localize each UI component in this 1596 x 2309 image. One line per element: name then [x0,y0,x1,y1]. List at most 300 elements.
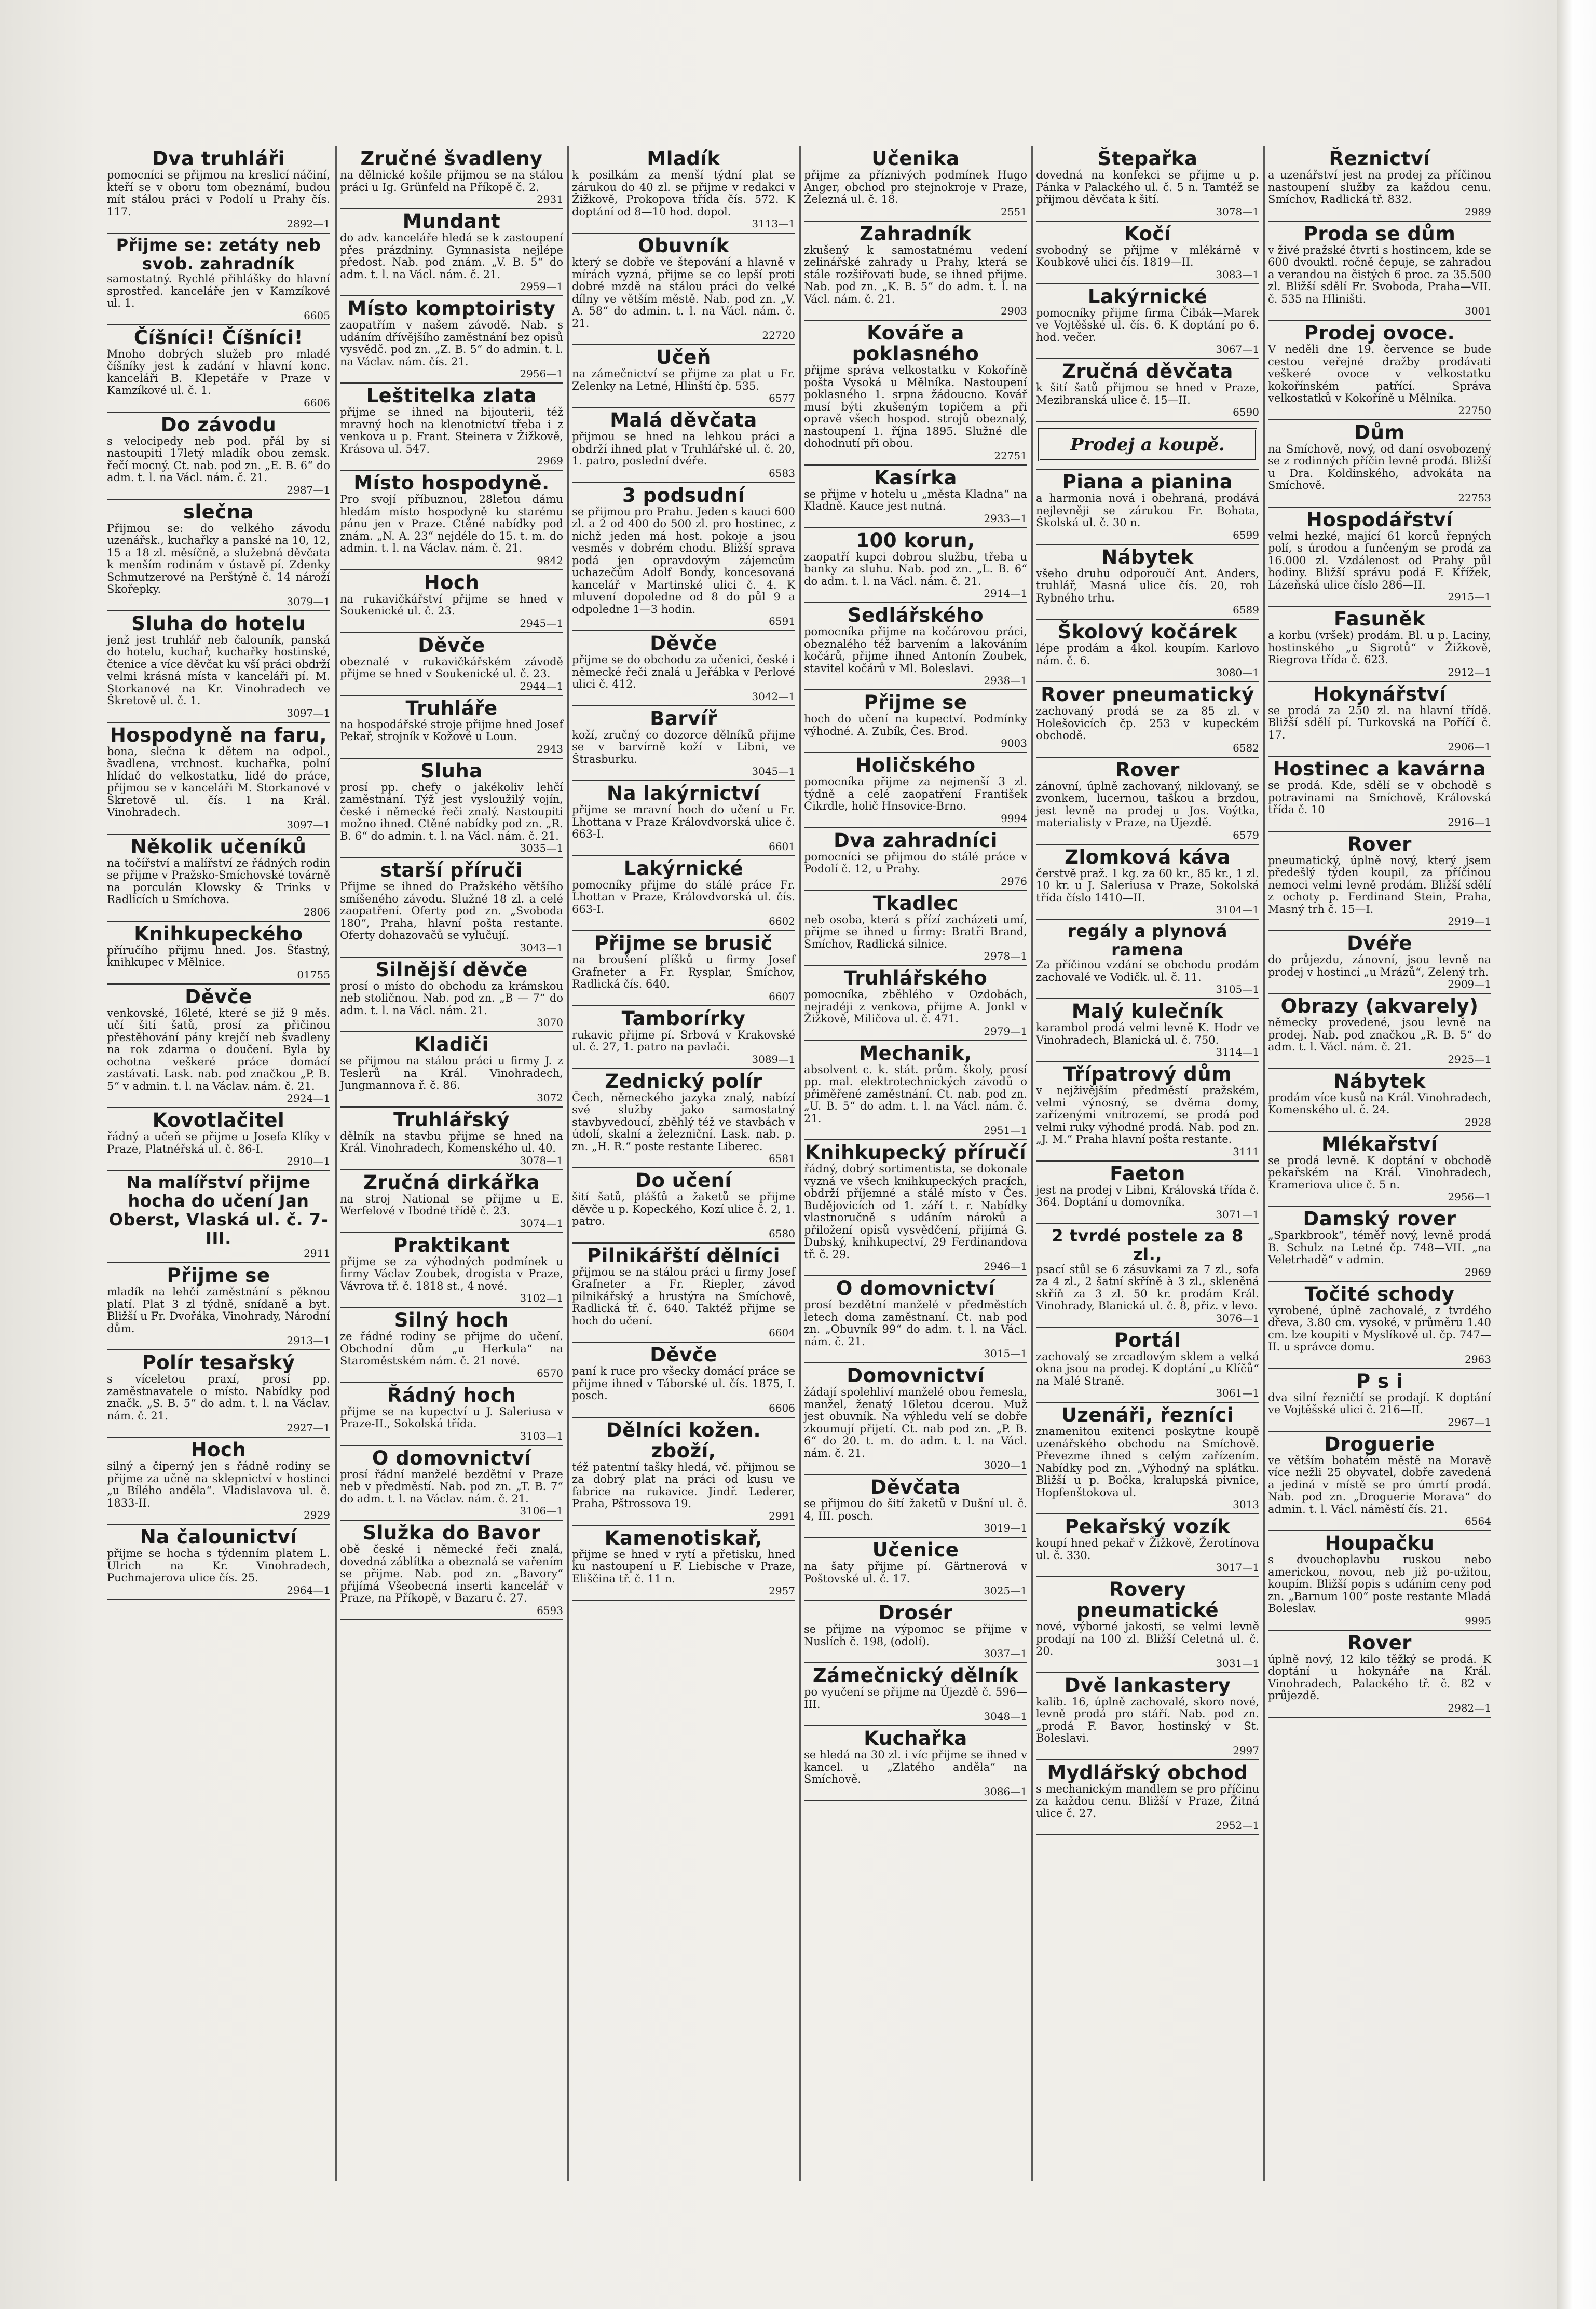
classified-ad [340,759,563,858]
ad-body: všeho druhu odporoučí Ant. Anders, truhlář, Masná ulice čís. 20, roh Rybného trhu. [1036,567,1259,604]
ad-heading: Uzenáři, řezníci [1061,1404,1234,1426]
ad-heading: Rover [1115,758,1180,781]
ad-reference-number: 3103—1 [520,1429,563,1442]
ad-heading: Kasírka [874,466,957,489]
ad-body: Mnoho dobrých služeb pro mladé číšníky jest k zadání v hlavní konc. kanceláři B. Klepetáře v Praze v Kamzíkové ul. č. 1. [107,347,330,397]
classified-ad [1036,1673,1259,1760]
ad-reference-number: 2909—1 [1448,978,1491,990]
classified-ad [1268,420,1491,508]
classified-ad [1036,146,1259,222]
ad-heading: Faeton [1110,1162,1185,1185]
ad-heading: Do závodu [160,413,277,436]
classified-ad [572,1069,795,1169]
ad-body: pomocníky přijme do stálé práce Fr. Lhottan v Praze, Královdvorská ul. čís. 663-I. [572,878,795,916]
classified-ad [572,631,795,706]
ad-heading: Truhlářský [393,1108,510,1131]
ad-body: řádný, dobrý sortimentista, se dokonale vyzná ve všech knihkupeckých pracích, obdrží příjemné a stálé místo v Čes. Budějovicích od 1. září t. r. Nabídky vlastnoručně s udáním nároků a přiložení opisů vysvědčení, přijímá G. Dubský, knihkupectví, 29 Ferdinandova tř. č. 29. [804,1163,1027,1261]
ad-body: na točířství a malířství ze řádných rodin se přijme v Pražsko-Smíchovské továrně na porculán Klowsky & Trinks v Radlicích u Smíchova. [107,856,331,906]
ad-heading: Dva truhláři [152,147,285,170]
ad-reference-number: 6581 [769,1152,795,1165]
ad-body: šití šatů, plášťů a žaketů se přijme děvče u p. Kopeckého, Kozí ulice č. 2, 1. patro. [572,1191,795,1227]
ad-body: zachovaný prodá se za 85 zl. v Holešovicích čp. 253 v kupeckém obchodě. [1036,705,1259,742]
classified-ad [572,1526,795,1601]
ad-heading: Truhláře [405,696,498,719]
ad-reference-number: 3076—1 [1216,1311,1259,1324]
classified-ad [1268,994,1491,1069]
ad-reference-number: 2967—1 [1448,1415,1491,1428]
ad-heading: Droguerie [1324,1432,1435,1455]
ad-reference-number: 6607 [769,990,795,1003]
ad-body: Za příčinou vzdání se obchodu prodám zachovalé ve Vodičk. ul. č. 11. [1036,959,1259,983]
classified-ad [1036,1328,1259,1403]
ad-reference-number: 2945—1 [520,617,563,630]
ad-body: zaopatří kupci dobrou službu, třeba u banky za sluhu. Nab. pod zn. „L. B. 6“ do adm. t. l. na Václ. nám. č. 21. [804,550,1027,588]
ad-heading: Mydlářský obchod [1047,1761,1248,1784]
classified-ad [572,483,795,632]
ad-heading: Děvčata [870,1476,961,1498]
ad-heading: Děvče [650,632,717,654]
ad-heading: Silný hoch [394,1309,509,1331]
ad-body: obeznalé v rukavičkářském závodě přijme se hned v Soukenické ul. č. 23. [340,655,563,680]
ad-heading: Holičského [855,754,976,776]
ad-reference-number: 22753 [1458,491,1491,504]
ad-body: též patentní tašky hledá, vč. přijmou se za dobrý plat na práci od kusu ve fabrice na rukavice. Jindř. Lederer, Praha, Pštrossova 19. [572,1460,795,1510]
ad-heading: Pilnikářští dělníci [586,1244,780,1267]
classified-ad [804,828,1027,891]
ad-body: zachovalý se zrcadlovým sklem a velká okna jsou na prodej. K doptání „u Klíčů“ na Malé Straně. [1036,1350,1259,1387]
ad-reference-number: 2914—1 [984,587,1027,599]
classified-ad [804,1538,1027,1601]
ad-reference-number: 3045—1 [752,765,795,777]
ad-reference-number: 6583 [769,467,795,480]
ad-body: neb osoba, která s přízí zacházeti umí, přijme se ihned u firmy: Bratři Brand, Smíchov, Radlická silnice. [804,913,1027,950]
ad-heading: Zručná dirkářka [363,1171,540,1194]
ad-heading: Zámečnický dělník [812,1664,1019,1687]
classified-ad [107,611,330,723]
classified-ad [1268,1531,1491,1631]
classified-ad [804,690,1027,753]
ad-body: kalib. 16, úplně zachovalé, skoro nové, levně prodá pro stáří. Nab. pod zn. „prodá F. Bavor, hostinský v St. Boleslavi. [1036,1695,1259,1744]
ad-reference-number: 2903 [1001,305,1027,317]
classified-ad [1036,1403,1259,1514]
ad-heading: Na lakýrnictví [607,782,760,804]
ad-reference-number: 3097—1 [287,818,330,831]
ad-reference-number: 2806 [304,905,330,918]
ad-heading: Knihkupeckého [134,922,303,945]
ad-reference-number: 2959—1 [520,280,563,293]
ad-reference-number: 2957 [769,1584,795,1597]
ad-body: dva silní řezničtí se prodají. K doptání ve Vojtěšské ulici č. 216—II. [1268,1391,1491,1416]
ad-heading: Silnější děvče [375,958,528,981]
ad-reference-number: 2927—1 [287,1422,330,1434]
ad-heading: Kladiči [414,1033,489,1056]
classified-ad [107,1171,330,1263]
classified-ad [1268,146,1491,222]
ad-heading: Praktikant [393,1234,510,1256]
ad-reference-number: 6599 [1233,528,1259,541]
ad-heading: Hospodyně na faru, [110,723,328,746]
ad-reference-number: 2933—1 [984,512,1027,525]
ad-heading: Číšníci! Číšníci! [133,326,304,349]
ad-heading: Rovery pneumatické [1076,1578,1219,1621]
classified-ad [572,856,795,932]
classified-ad [107,325,330,413]
ad-body: se prodá. Kde, sdělí se v obchodě s potravinami na Smíchově, Královská třída č. 10 [1268,779,1491,816]
ad-body: pneumatický, úplně nový, který jsem předešlý týden koupil, za příčinou nemoci velmi levně prodám. Bližší sdělí z ochoty p. Ferdinand Stein, Praha, Masný trh č. 15—I. [1268,854,1491,916]
ad-body: žádají spolehliví manželé obou řemesla, manžel, ženatý 16letou dcerou. Muž jest obuvník. Na výhledu velí se dobře zkoumují přijetí. Ct. nab pod zn. „P. B. 6“ do 20. t. m. do adm. t. l. na Václ. nám. č. 21. [804,1386,1027,1459]
ad-heading: Damský rover [1303,1208,1456,1230]
ad-body: se prodá za 250 zl. na hlavní třídě. Bližší sdělí pí. Turkovská na Poříčí č. 17. [1268,704,1491,741]
ad-heading: P s i [1356,1370,1403,1392]
ad-heading: Děvče [650,1344,717,1366]
ad-body: pomocníka, zběhlého v Ozdobách, nejradéji z venkova, přijme A. Jonkl v Žižkově, Miličova ul. č. 471. [804,988,1027,1025]
classified-ad [804,603,1027,690]
ad-reference-number: 2915—1 [1448,591,1491,603]
ad-heading: Učenika [871,147,960,170]
ad-heading: Sedlářského [847,604,984,626]
ad-heading: Učeň [656,346,711,368]
ad-body: Pro svojí příbuznou, 28letou dámu hledám místo hospodyně ku starému pánu jen v Praze. Ctěné nabídky pod znám. „N. A. 23“ nejdéle do 15. t. m. do admin. t. l. na Václav. nám. č. 21. [340,493,563,554]
ad-heading: Děvče [185,985,252,1008]
ad-heading: Zručné švadleny [360,147,543,170]
ad-body: koží, zručný co dozorce dělníků přijme se v barvírně koží v Libni, ve Štrasburku. [572,728,795,766]
ad-reference-number: 2928 [1465,1115,1491,1128]
classified-ad [107,1350,330,1438]
classified-ad [572,1168,795,1244]
ad-reference-number: 3031—1 [1216,1657,1259,1670]
ad-reference-number: 3067—1 [1216,343,1259,356]
classified-ad [804,1726,1027,1801]
ad-heading: Domovnictví [847,1364,985,1387]
classified-ad [1268,832,1491,932]
ad-body: a korbu (vršek) prodám. Bl. u p. Laciny, hostinského „u Sigrotů“ v Žižkově, Riegrova třída č. 623. [1268,629,1491,666]
classified-ad [572,345,795,408]
ad-heading: Mlékařství [1321,1132,1438,1155]
ad-body: s velocipedy neb pod. přál by si nastoupiti 17letý mladík obou zemsk. řečí mocný. Ct. nab. pod zn. „E. B. 6“ do adm. t. l. na Václ. nám. č. 21. [107,434,330,484]
ad-reference-number: 9995 [1465,1614,1491,1627]
ad-reference-number: 2987—1 [287,483,330,496]
ad-body: přijme se hocha s týdenním platem L. Ulrich na Kr. Vinohradech, Puchmajerova ulice čís. 25. [107,1547,330,1584]
ad-heading: Prodej ovoce. [1304,322,1455,344]
ad-heading: Zlomková káva [1065,845,1231,868]
classified-ad [1036,545,1259,620]
ad-reference-number: 2913—1 [287,1334,330,1347]
ad-body: jenž jest truhlář neb čalouník, panská do hotelu, kuchař, kuchařky hostinské, čtenice a více děvčat ku vší práci obdrží velmi krásná místa v kanceláři pí. M. Storkanové na Kr. Vinohradech ve Škretově ul. č. 1. [107,633,330,707]
classified-ad [1268,931,1491,994]
ad-heading: Kovotlačitel [152,1109,285,1131]
ad-reference-number: 6602 [769,915,795,927]
ad-reference-number: 2892—1 [287,217,330,230]
ad-heading: O domovnictví [836,1277,995,1300]
classified-ad [804,466,1027,528]
classified-ad [1268,757,1491,832]
classified-ad [340,471,563,570]
ad-body: přijmou se hned na lehkou práci a obdrží ihned plat v Truhlářské ul. č. 20, 1. patro, poslední dvéře. [572,430,795,467]
classified-ad [340,696,563,759]
ad-reference-number: 6606 [769,1401,795,1414]
ad-reference-number: 3042—1 [752,690,795,703]
ad-heading: Hoch [424,571,480,594]
ad-reference-number: 2931 [537,193,563,206]
ad-reference-number: 22750 [1458,404,1491,417]
classified-ad [340,1308,563,1383]
ad-heading: Točité schody [1304,1282,1455,1305]
ad-reference-number: 2952—1 [1216,1819,1259,1832]
ad-heading: Lakýrnické [1087,285,1208,308]
classified-ad [340,858,563,958]
section-heading-box: Prodej a koupě. [1038,428,1257,461]
classified-ad [1036,758,1259,845]
ad-heading: Mladík [647,147,720,170]
ad-heading: Přijme se [167,1264,270,1287]
ad-reference-number: 6577 [769,392,795,404]
ad-reference-number: 01755 [297,968,330,981]
ad-body: v nejživějším předměstí pražském, velmi výnosný, se dvěma domy, zařízenými vnitrozemí, se prodá pod velmi ruky výhodné prodá. Nab. pod zn. „J. M.“ Praha hlavní pošta restante. [1036,1084,1259,1145]
ad-reference-number: 3020—1 [984,1459,1027,1471]
ad-heading: 100 korun, [856,529,975,552]
classified-ad [340,1446,563,1521]
ad-heading: Rover [1347,832,1412,855]
column-1 [104,146,333,2181]
ad-reference-number: 6582 [1233,741,1259,754]
ad-heading: Polír tesařský [142,1351,295,1374]
ad-heading: starší příruči [380,859,523,881]
ad-reference-number: 3070 [537,1016,563,1029]
ad-heading: Hospodářství [1306,508,1453,531]
ad-body: se přijme v hotelu u „města Kladna“ na Kladně. Kauce jest nutná. [804,487,1027,512]
ad-reference-number: 9994 [1001,812,1027,825]
ad-reference-number: 2919—1 [1448,915,1491,927]
ad-reference-number: 3048—1 [984,1710,1027,1723]
ad-body: dělník na stavbu přijme se hned na Král. Vinohradech, Komenského ul. 40. [340,1129,563,1154]
ad-reference-number: 2929 [304,1509,330,1521]
ad-heading: Tkadlec [872,892,959,914]
ad-heading: Třípatrový dům [1063,1063,1232,1085]
ad-reference-number: 3015—1 [984,1347,1027,1360]
ad-reference-number: 2979—1 [984,1024,1027,1037]
ad-body: na zámečnictví se přijme za plat u Fr. Zelenky na Letné, Hlinští čp. 535. [572,367,795,392]
classified-ad [340,1233,563,1308]
ad-body: na šaty přijme pí. Gärtnerová v Poštovské ul. č. 17. [804,1560,1027,1585]
ad-reference-number: 2943 [537,742,563,755]
classified-ad [804,1041,1027,1141]
ad-body: se přijmou na stálou práci u firmy J. z Teslerů na Král. Vinohradech, Jungmannova ř. č. 86. [340,1055,563,1091]
classified-ad [340,296,563,384]
ad-body: venkovské, 16leté, které se již 9 měs. učí šití šatů, prosí za přičinou přestěhování pány krejčí neb švadleny na rok zdarma o doučení. Byla by ochotna veškeré práce domácí zastávati. Lask. nab. pod značkou „P. B. 5“ v admin. t. l. na Václav. nám. č. 21. [107,1006,330,1092]
ad-body: čerstvě praž. 1 kg. za 60 kr., 85 kr., 1 zl. 10 kr. u J. Saleriusa v Praze, Sokolská třída číslo 1410—II. [1036,867,1259,904]
ad-heading: Řeznictví [1329,147,1430,170]
ad-heading: Štepařka [1097,147,1198,170]
ad-reference-number: 6589 [1233,604,1259,616]
classified-ad [572,408,795,483]
classified-ad [107,500,330,611]
classified-ad [1036,1514,1259,1577]
ad-heading: Dvéře [1347,932,1412,954]
ad-heading: Hokynářství [1313,682,1447,705]
ad-body: a uzenářství jest na prodej za příčinou nastoupení služby za každou cenu. Smíchov, Radlická tř. 832. [1268,169,1491,206]
ad-heading: Dvě lankastery [1064,1674,1231,1697]
classified-ad [1036,682,1259,758]
ad-reference-number: 2963 [1465,1352,1491,1365]
classified-ad [1036,1224,1259,1328]
ad-body: svobodný se přijme v mlékárně v Koubkově ulici čís. 1819—II. [1036,243,1259,268]
ad-heading: 3 podsudní [622,484,745,507]
classified-ad [572,1244,795,1343]
ad-heading: Děvče [418,634,485,657]
ad-body: V neděli dne 19. července se bude cestou veřejné dražby prodávati veškeré ovoce v velkostatku kokořínském patřící. Správa velkostatků v Kokoříně u Mělníka. [1268,343,1491,404]
classified-ad [572,1418,795,1526]
ad-body: prosí řádní manželé bezdětní v Praze neb v předměstí. Nab. pod zn. „T. B. 7“ do adm. t. l. na Václav. nám. č. 21. [340,1468,563,1505]
ad-heading: Učenice [872,1539,959,1561]
classified-ad [1036,999,1259,1062]
ad-body: přijme se do obchodu za učenici, české i německé řeči znalá u Jeřábka v Perlové ulici č. 412. [572,653,795,690]
ad-heading: Přijme se brusič [594,932,773,954]
classified-ad [107,985,330,1109]
ad-reference-number: 2925—1 [1448,1053,1491,1065]
ad-heading: Nábytek [1333,1070,1426,1092]
ad-body: pomocníky přijme firma Čibák—Marek ve Vojtěšské ul. čís. 6. K doptání po 6. hod. večer. [1036,306,1259,344]
classified-ad [1268,607,1491,682]
ad-body: řádný a učeň se přijme u Josefa Klíky v Praze, Platnéřská ul. č. 86-I. [107,1130,330,1155]
ad-reference-number: 3114—1 [1216,1046,1259,1058]
classified-ad [1268,1631,1491,1718]
ad-body: mladík na lehčí zaměstnání s pěknou platí. Plat 3 zl týdně, snídaně a byt. Bližší u Fr. Dvořáka, Vinohrady, Národní dům. [107,1286,330,1335]
ad-body: dovedná na konfekci se přijme u p. Pánka v Palackého ul. č. 5 n. Tamtéž se přijmou děvčata k šití. [1036,169,1259,206]
ad-body: k šití šatů přijmou se hned v Praze, Mezibranská ulice č. 15—II. [1036,381,1259,406]
classified-ad [1036,284,1259,360]
classified-ad [340,209,563,296]
classified-ad [1036,1577,1259,1673]
ad-body: lépe prodám a 4kol. koupím. Karlovo nám. č. 6. [1036,642,1259,667]
ad-reference-number: 6601 [769,840,795,853]
ad-body: prosí o místo do obchodu za krámskou neb stoličnou. Nab. pod zn. „B — 7“ do adm. t. l. na Václ. nám. 21. [340,979,563,1017]
ad-reference-number: 6604 [769,1327,795,1339]
ad-body: s mechanickým mandlem se pro příčinu za každou cenu. Bližší v Praze, Žitná ulice č. 27. [1036,1782,1259,1820]
classified-ad [804,222,1027,321]
ad-heading: 2 tvrdé postele za 8 zl., [1052,1225,1244,1264]
ad-body: se hledá na 30 zl. i víc přijme se ihned v kancel. u „Zlatého anděla“ na Smíchově. [804,1748,1027,1785]
ad-body: s víceletou praxí, prosí pp. zaměstnavatele o místo. Nabídky pod značk. „S. B. 5“ do adm. t. l. na Václav. nám. č. 21. [107,1373,330,1422]
ad-body: příručího přijmu hned. Jos. Šťastný, knihkupec v Mělnice. [107,944,330,968]
classified-ad [572,1006,795,1069]
ad-reference-number: 3043—1 [520,941,563,954]
ad-heading: Dům [1354,421,1405,444]
classified-ad [804,321,1027,466]
ad-heading: Zahradník [860,222,972,245]
ad-body: rukavic přijme pí. Srbová v Krakovské ul. č. 27, 1. patro na pavlači. [572,1028,795,1053]
ad-heading: Kuchařka [864,1727,967,1750]
classified-ad [804,1601,1027,1663]
ad-reference-number: 3086—1 [984,1785,1027,1798]
ad-heading: Dělníci kožen. zboží, [606,1418,761,1462]
ad-reference-number: 3078—1 [520,1154,563,1167]
classified-ad [340,633,563,696]
classified-ad [1268,1069,1491,1132]
ad-heading: Kamenotiskař, [604,1526,763,1549]
ad-body: do adv. kanceláře hledá se k zastoupení přes prázdniny. Gymnasista nejlépe předost. Nab. pod znám. „V. B. 5“ do adm. t. l. na Václ. nám. č. 21. [340,231,563,281]
ad-body: přijme za příznivých podmínek Hugo Anger, obchod pro stejnokroje v Praze, Železná ul. č. 18. [804,169,1027,206]
ad-heading: Hostinec a kavárna [1273,758,1486,780]
ad-body: Čech, německého jazyka znalý, nabízí své služby jako samostatný stavbyvedoucí, zběhlý též ve stavbách v údolí, skalní a železniční. Lask. nab. p. zn. „H. R.“ poste restante Liberec. [572,1091,795,1153]
ad-reference-number: 2551 [1001,205,1027,218]
classified-ad [340,1521,563,1620]
ad-body: psací stůl se 6 zásuvkami za 7 zl., sofa za 4 zl., 2 šatní skříně à 3 zl., skleněná skříň za 3 zl. 50 kr. prodám Král. Vinohrady, Blanická ul. č. 8, přiz. v levo. [1036,1263,1259,1312]
classified-ad [1268,508,1491,607]
ad-reference-number: 6591 [769,615,795,627]
ad-reference-number: 2944—1 [520,679,563,692]
ad-body: přijme se mravní hoch do učení u Fr. Lhottana v Praze Královdvorská ulice č. 663-I. [572,803,795,840]
ad-reference-number: 2910—1 [287,1155,330,1167]
classified-ad [107,1438,330,1525]
ad-body: nové, výborné jakosti, se velmi levně prodají na 100 zl. Bližší Celetná ul. č. 20. [1036,1620,1259,1657]
ad-reference-number: 2951—1 [984,1124,1027,1137]
ad-heading: Kočí [1124,222,1171,245]
classified-ad [1036,1760,1259,1836]
ad-heading: Lakýrnické [623,857,744,880]
ad-reference-number: 2956—1 [1448,1191,1491,1203]
ad-reference-number: 6570 [537,1367,563,1379]
classified-ad [1036,620,1259,682]
ad-reference-number: 3105—1 [1216,983,1259,995]
classified-ad [107,922,330,985]
ad-reference-number: 3080—1 [1216,666,1259,679]
ad-body: paní k ruce pro všecky domácí práce se přijme ihned v Táborské ul. čís. 1875, I. posch. [572,1365,795,1402]
column-6 [1265,146,1494,2181]
classified-ad [1268,222,1491,321]
ad-reference-number: 2982—1 [1448,1701,1491,1714]
ad-body: úplně nový, 12 kilo těžký se prodá. K doptání u hokynáře na Král. Vinohradech, Palackého tř. č. 82 v průjezdě. [1268,1652,1491,1702]
ad-body: přijme se za výhodných podmínek u firmy Václav Zoubek, drogista v Praze, Vávrova tř. č. 1818 st., 4 nové. [340,1255,563,1292]
ad-body: pomocníci se přijmou do stálé práce v Podolí č. 12, u Prahy. [804,850,1027,875]
ad-reference-number: 6564 [1465,1515,1491,1527]
ad-heading: Na čalounictví [140,1526,297,1548]
ad-reference-number: 2989 [1465,205,1491,218]
classified-ad [1036,1062,1259,1162]
classified-ad [107,835,330,922]
ad-body: na Smíchově, nový, od daní osvobozený se z rodinných příčin levně prodá. Bližší u Dra. Koldinského, advokáta na Smíchově. [1268,442,1491,491]
ad-heading: Tamborírky [621,1007,746,1030]
classified-ad [804,966,1027,1041]
ad-body: pomocníka přijme na kočárovou práci, obeznalého též barvením a lakováním kočárů, přijme ihned Antonín Zoubek, stavitel kočárů v Ml. Boleslavi. [804,625,1027,675]
ad-heading: Piana a pianina [1062,471,1233,493]
ad-reference-number: 3071—1 [1216,1208,1259,1221]
ad-body: jest na prodej v Libni, Královská třída č. 364. Doptání u domovníka. [1036,1183,1259,1208]
column-4 [801,146,1030,2181]
ad-body: silný a čiperný jen s řádně rodiny se přijme za učně na sklepnictví v hostinci „u Bílého anděla“. Vladislavova ul. č. 1833-II. [107,1460,330,1509]
classified-ad [340,570,563,633]
ad-heading: O domovnictví [372,1446,531,1469]
ad-body: na broušení plíšků u firmy Josef Grafneter a Fr. Rysplar, Smíchov, Radlická čís. 640. [572,953,795,990]
ad-body: Přijme se ihned do Pražského většího smíšeného závodu. Služné 18 zl. a celé zaopatření. Oferty pod zn. „Svoboda 180“, Praha, hlavní pošta restante. Oferty dohazovačů se vylučují. [340,880,563,941]
ad-body: se prodá levně. K doptání v obchodě pekařském na Král. Vinohradech, Krameriova ulice č. 5 n. [1268,1154,1491,1191]
ad-body: na hospodářské stroje přijme hned Josef Pekař, strojník v Kožové u Loun. [340,718,563,743]
column-3 [569,146,798,2181]
ad-heading: Portál [1114,1329,1181,1351]
classified-ad [1036,845,1259,920]
ad-body: zkušený k samostatnému vedení zelinářské zahrady u Prahy, která se stále rozšiřovati bude, se ihned přijme. Nab. pod zn. „K. B. 5“ do adm. t. l. na Václ. nám. č. 21. [804,243,1027,305]
ad-reference-number: 2976 [1001,875,1027,887]
classified-ad [1036,222,1259,284]
ad-body: pomocníci se přijmou na kreslicí náčiní, kteří se v oboru tom obeznámí, budou mít stálou práci v Podolí u Prahy čís. 117. [107,169,330,218]
classified-ad [107,723,330,835]
ad-reference-number: 3083—1 [1216,268,1259,281]
column-2 [337,146,566,2181]
classified-ad [572,234,795,345]
ad-reference-number: 6605 [304,309,330,322]
ad-body: ve větším bohatém městě na Moravě více nežli 25 obyvatel, dobře zavedená a jediná v místě se pro úmrtí prodá. Nab. pod zn. „Droguerie Morava“ do admin. t. l. Václ. náměstí čís. 21. [1268,1454,1491,1515]
ad-body: přijme se hned v rytí a přetisku, hned ku nastoupení u F. Liebische v Praze, Eliščina tř. č. 11 n. [572,1548,795,1585]
ad-heading: Rover [1347,1631,1412,1654]
